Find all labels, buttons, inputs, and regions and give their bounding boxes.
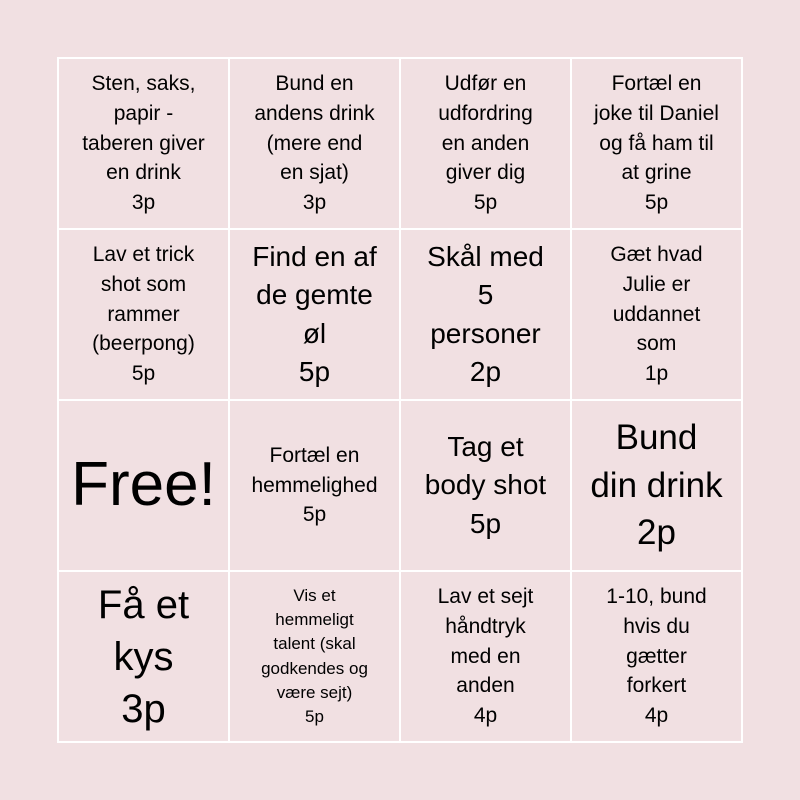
bingo-cell-r2c2[interactable] (229, 229, 400, 400)
cell-text: Lav et trick shot som rammer (beerpong) 5p (92, 242, 195, 386)
bingo-cell-r1c3[interactable] (400, 58, 571, 229)
cell-text: Find en af de gemte øl 5p (252, 241, 377, 387)
cell-text: Tag et body shot 5p (424, 431, 547, 539)
bingo-cell-r3c4[interactable] (571, 400, 742, 571)
cell-text: 1-10, bund hvis du gætter forkert 4p (606, 584, 707, 728)
cell-text: Bund en andens drink (mere end en sjat) 3p (254, 71, 375, 215)
bingo-board (57, 57, 743, 743)
cell-text: Vis et hemmeligt talent (skal godkendes og være sejt) 5p (261, 586, 368, 726)
bingo-cell-free[interactable] (58, 400, 229, 571)
bingo-cell-r4c4[interactable] (571, 571, 742, 742)
cell-text: Fortæl en joke til Daniel og få ham til at grine 5p (594, 71, 719, 215)
cell-text: Gæt hvad Julie er uddannet som 1p (610, 242, 703, 386)
cell-text: Sten, saks, papir - taberen giver en drink 3p (82, 71, 205, 215)
bingo-cell-r1c1[interactable] (58, 58, 229, 229)
cell-text: Få et kys 3p (97, 582, 190, 731)
cell-text: Skål med 5 personer 2p (427, 241, 544, 387)
cell-text: Udfør en udfordring en anden giver dig 5p (438, 71, 533, 215)
bingo-cell-r1c4[interactable] (571, 58, 742, 229)
bingo-cell-r2c1[interactable] (58, 229, 229, 400)
bingo-cell-r2c4[interactable] (571, 229, 742, 400)
cell-text: Lav et sejt håndtryk med en anden 4p (437, 584, 534, 728)
bingo-cell-r3c2[interactable] (229, 400, 400, 571)
bingo-cell-r3c3[interactable] (400, 400, 571, 571)
bingo-cell-r4c1[interactable] (58, 571, 229, 742)
cell-text: Fortæl en hemmelighed 5p (251, 443, 378, 527)
cell-text: Bund din drink 2p (590, 418, 723, 553)
bingo-cell-r4c2[interactable] (229, 571, 400, 742)
bingo-cell-r4c3[interactable] (400, 571, 571, 742)
free-space-text: Free! (71, 450, 216, 520)
bingo-cell-r1c2[interactable] (229, 58, 400, 229)
bingo-cell-r2c3[interactable] (400, 229, 571, 400)
